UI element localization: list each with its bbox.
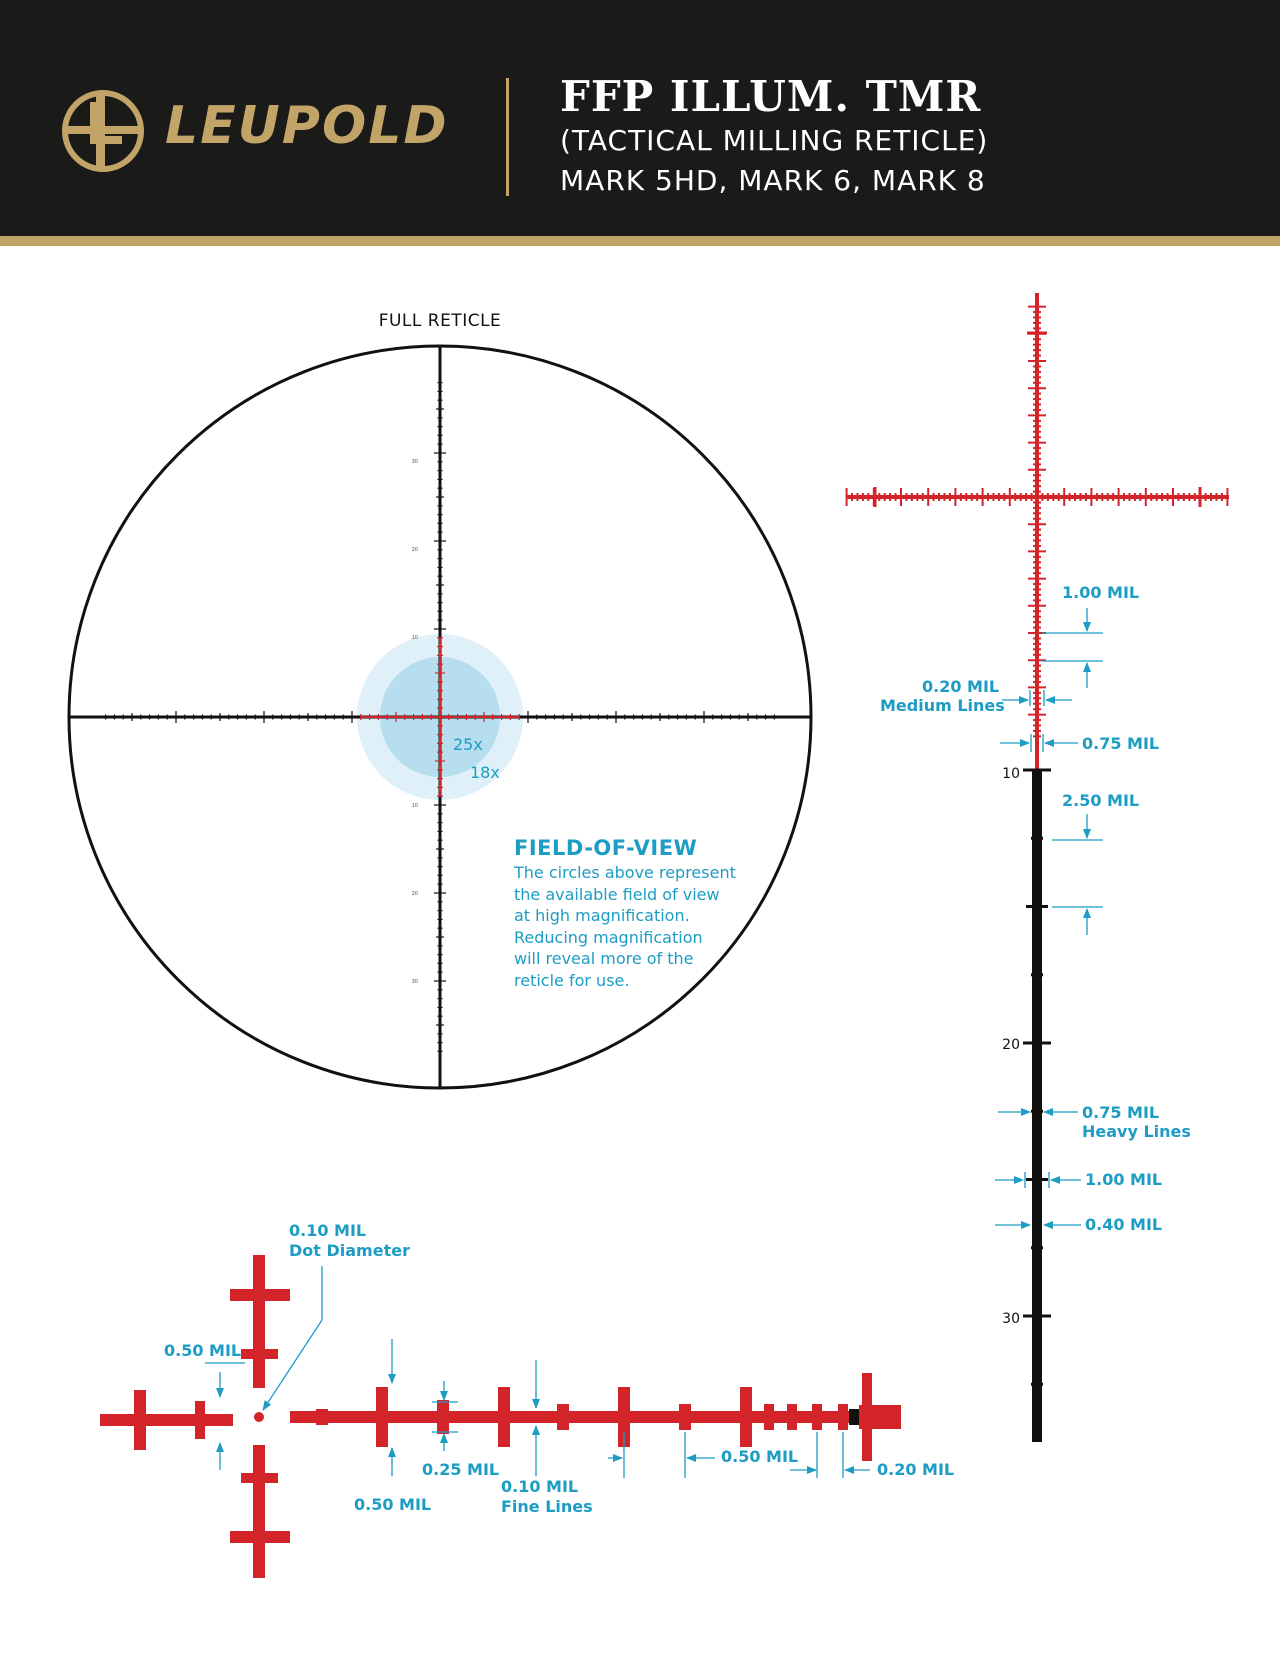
left-arm-tick xyxy=(134,1390,146,1450)
right-arm-tick xyxy=(316,1409,328,1425)
label-025: 0.25 MIL xyxy=(422,1460,500,1479)
label-dot: 0.10 MIL xyxy=(289,1221,367,1240)
label-040: 0.40 MIL xyxy=(1085,1215,1163,1234)
label-fine-lines: Fine Lines xyxy=(501,1497,593,1516)
fov-line: at high magnification. xyxy=(514,906,690,925)
right-arm-heavy-start xyxy=(849,1409,859,1425)
zoom-label-25x: 25x xyxy=(453,735,483,754)
label-050-bottom: 0.50 MIL xyxy=(354,1495,432,1514)
fov-line: The circles above represent xyxy=(514,863,736,882)
right-arm-tick xyxy=(679,1404,691,1430)
fov-line: the available field of view xyxy=(514,884,720,904)
right-arm-tick xyxy=(498,1387,510,1447)
label-010: 0.10 MIL xyxy=(501,1477,579,1496)
heavy-post xyxy=(1032,770,1042,1442)
label-100: 1.00 MIL xyxy=(1085,1170,1163,1189)
label-medium-lines: Medium Lines xyxy=(880,696,1005,715)
label-heavy-lines: Heavy Lines xyxy=(1082,1122,1191,1141)
label-020: 0.20 MIL xyxy=(922,677,1000,696)
bottom-arm-tick xyxy=(230,1531,290,1543)
right-arm-end-tick xyxy=(862,1373,872,1461)
right-arm-tick xyxy=(557,1404,569,1430)
tick-label: 20 xyxy=(411,547,418,553)
fov-line: Reducing magnification xyxy=(514,927,703,947)
fov-title: FIELD-OF-VIEW xyxy=(514,836,698,860)
label-020-right: 0.20 MIL xyxy=(877,1460,955,1479)
right-arm-tick xyxy=(838,1404,848,1430)
label-075: 0.75 MIL xyxy=(1082,734,1160,753)
top-arm-tick xyxy=(241,1349,278,1359)
label-050-left: 0.50 MIL xyxy=(164,1341,242,1360)
tick-label-20: 20 xyxy=(1002,1037,1020,1053)
product-models: MARK 5HD, MARK 6, MARK 8 xyxy=(560,164,986,197)
tick-label: 30 xyxy=(411,459,418,465)
tick-label: 30 xyxy=(411,979,418,985)
tick-label: 10 xyxy=(411,635,418,641)
label-250: 2.50 MIL xyxy=(1062,791,1140,810)
label-dot-diameter: Dot Diameter xyxy=(289,1241,410,1260)
fov-line: will reveal more of the xyxy=(514,949,694,968)
product-subtitle: (TACTICAL MILLING RETICLE) xyxy=(560,124,989,157)
bottom-arm-tick xyxy=(241,1473,278,1483)
vertical-stadia-detail xyxy=(846,293,1229,1442)
tick-label: 20 xyxy=(411,891,418,897)
top-arm xyxy=(253,1255,265,1388)
left-arm xyxy=(100,1414,233,1426)
center-annotations xyxy=(164,1221,954,1516)
fov-line: reticle for use. xyxy=(514,970,630,990)
label-075-heavy: 0.75 MIL xyxy=(1082,1103,1160,1122)
right-arm-tick xyxy=(787,1404,797,1430)
right-arm-tick xyxy=(437,1400,449,1434)
right-arm-tick xyxy=(812,1404,822,1430)
tick-label-10: 10 xyxy=(1002,766,1020,782)
zoom-label-18x: 18x xyxy=(470,763,500,782)
right-arm-tick xyxy=(764,1404,774,1430)
full-reticle-heading: FULL RETICLE xyxy=(378,311,502,331)
product-title: FFP ILLUM. TMR xyxy=(560,72,982,121)
right-arm-tick xyxy=(376,1387,388,1447)
label-1mil: 1.00 MIL xyxy=(1062,583,1140,602)
left-arm-tick xyxy=(195,1401,205,1439)
bottom-arm xyxy=(253,1445,265,1578)
tick-label-30: 30 xyxy=(1002,1311,1020,1327)
right-arm-tick xyxy=(740,1387,752,1447)
label-050-right: 0.50 MIL xyxy=(721,1447,799,1466)
center-dot xyxy=(254,1412,264,1422)
brand-wordmark: LEUPOLD xyxy=(165,96,449,156)
top-arm-tick xyxy=(230,1289,290,1301)
tick-label: 10 xyxy=(411,803,418,809)
